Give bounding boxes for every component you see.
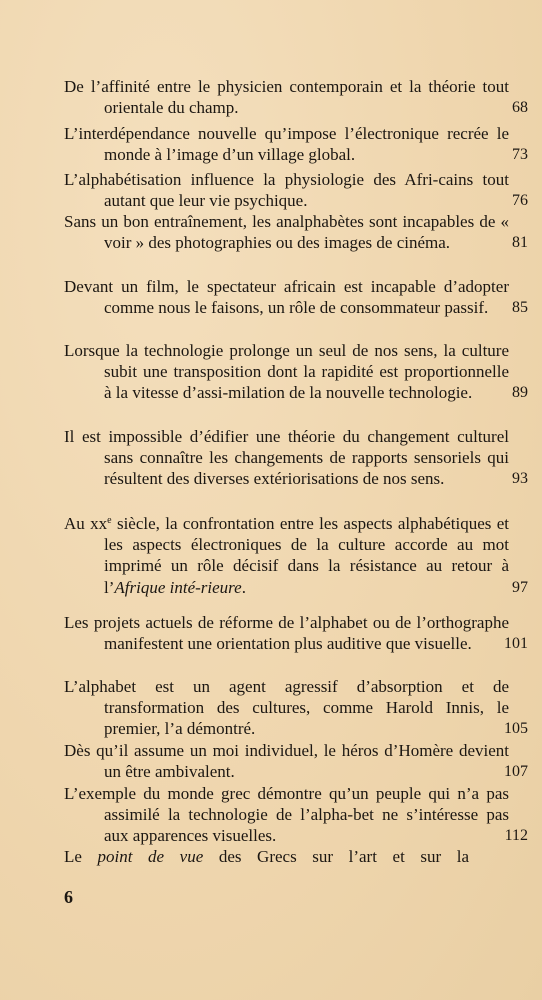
entry-text: Dès qu’il assume un moi individuel, le héros d’Homère devient un être ambivalent. (64, 741, 509, 782)
entry-text: De l’affinité entre le physicien contemporain et la théorie tout orientale du champ. (64, 77, 509, 118)
toc-entry (64, 340, 528, 404)
entry-text: Au $xx^e$ siècle, la confrontation entre les aspects alphabétiques et les aspects électroniques de la culture accorde au mot imprimé un rôle décisif dans la résistance au retour à l’Afrique inté-rieure. (64, 514, 509, 597)
page-number: 68 (512, 99, 528, 117)
entry-text: L’interdépendance nouvelle qu’impose l’électronique recrée le monde à l’image d’un village global. (64, 124, 509, 165)
toc-entry (64, 211, 528, 253)
italic-phrase: point de vue (97, 847, 204, 866)
toc-entry (64, 740, 528, 782)
toc-entry (64, 169, 528, 211)
entry-text: Les projets actuels de réforme de l’alphabet ou de l’orthographe manifestent une orientation plus auditive que visuelle. (64, 613, 509, 654)
trailing-entry: Le point de vue des Grecs sur l’art et sur la (64, 847, 469, 866)
page-number: 76 (512, 192, 528, 210)
page-number: 73 (512, 146, 528, 164)
italic-phrase: Afrique inté-rieure (114, 577, 242, 597)
toc-entry (64, 783, 528, 847)
toc-entry (64, 123, 528, 165)
entry-text: Lorsque la technologie prolonge un seul de nos sens, la culture subit une transposition dont la rapidité est proportionnelle à la vitesse d’assi-milation de la nouvelle technologie. (64, 341, 509, 403)
page-number: 89 (512, 384, 528, 402)
toc-entry (64, 676, 528, 740)
page-number: 105 (504, 720, 528, 738)
page-number: 81 (512, 234, 528, 252)
toc-entry (64, 510, 528, 598)
page-number: 112 (504, 827, 528, 845)
entry-text: L’exemple du monde grec démontre qu’un peuple qui n’a pas assimilé la technologie de l’alpha-bet ne s’intéresse pas aux apparences visuelles. (64, 784, 509, 846)
page-number: 101 (504, 635, 528, 653)
entry-text: Devant un film, le spectateur africain est incapable d’adopter comme nous le faisons, un rôle de consommateur passif. (64, 277, 509, 318)
folio-page-number: 6 (64, 887, 73, 907)
entry-text: L’alphabétisation influence la physiologie des Afri-cains tout autant que leur vie psychique. (64, 170, 509, 211)
entry-text: Il est impossible d’édifier une théorie du changement culturel sans connaître les changements de rapports sensoriels qui résultent des diverses extériorisations de nos sens. (64, 427, 509, 489)
page-number: 97 (512, 578, 528, 596)
entry-text: L’alphabet est un agent agressif d’absorption et de transformation des cultures, comme Harold Innis, le premier, l’a démontré. (64, 677, 509, 739)
toc-entry (64, 76, 528, 118)
toc-entry (64, 612, 528, 654)
entry-text: Sans un bon entraînement, les analphabètes sont incapables de « voir » des photographies ou des images de cinéma. (64, 212, 509, 253)
toc-entry (64, 426, 528, 490)
toc-entry (64, 276, 528, 318)
page-number: 107 (504, 763, 528, 781)
page-number: 93 (512, 470, 528, 488)
page-number: 85 (512, 299, 528, 317)
